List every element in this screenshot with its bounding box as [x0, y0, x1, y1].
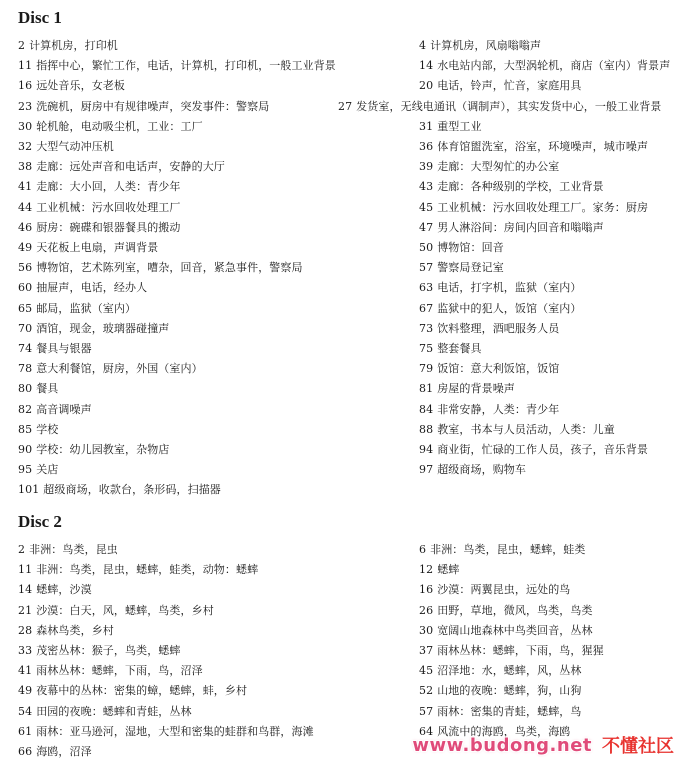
track-description: 电话，铃声，忙音，家庭用具 [437, 79, 582, 93]
track-entry-right [419, 622, 593, 640]
track-description: 茂密丛林：猴子，鸟类，蟋蟀 [36, 644, 181, 657]
track-entry-right [419, 602, 593, 620]
track-description: 非洲：鸟类，昆虫，蟋蟀，蛙类 [430, 543, 586, 556]
track-entry-left [18, 239, 158, 257]
track-description: 房屋的背景噪声 [437, 382, 515, 396]
track-number: 64 [419, 724, 434, 738]
track-entry-right [419, 259, 504, 277]
track-description: 指挥中心，繁忙工作，电话，计算机，打印机，一般工业背景 [36, 59, 336, 73]
track-entry-left [18, 158, 225, 176]
track-description: 沙漠：白天，风，蟋蟀，鸟类，乡村 [36, 603, 214, 617]
track-entry-left [18, 77, 125, 95]
track-number: 88 [419, 422, 434, 436]
track-description: 雨林丛林：蟋蟀，下雨，鸟，沼泽 [36, 664, 203, 678]
track-row [0, 461, 680, 481]
track-description: 非常安静，人类：青少年 [437, 402, 560, 416]
track-description: 监狱中的犯人，饭馆（室内） [437, 301, 582, 315]
track-number: 79 [419, 362, 434, 376]
track-number: 94 [419, 443, 434, 456]
track-description: 蟋蟀 [437, 563, 460, 577]
track-number: 23 [18, 99, 33, 113]
track-description: 田园的夜晚：蟋蟀和青蛙，丛林 [36, 704, 192, 718]
track-description: 雨林：亚马逊河，湿地，大型和密集的蛙群和鸟群，海滩 [36, 724, 314, 738]
track-row [0, 138, 680, 158]
track-number: 80 [18, 382, 33, 396]
track-description: 邮局，监狱（室内） [36, 301, 137, 315]
track-entry-right [419, 581, 570, 599]
track-number: 74 [18, 342, 33, 355]
track-number: 66 [18, 745, 33, 758]
track-number: 97 [419, 463, 434, 477]
track-description: 森林鸟类，乡村 [36, 623, 114, 637]
track-entry-left [18, 642, 181, 660]
track-number: 38 [18, 160, 33, 174]
track-row [0, 421, 680, 441]
track-row [0, 219, 680, 239]
track-description: 走廊：远处声音和电话声，安静的大厅 [36, 160, 225, 174]
track-entry-left [18, 682, 247, 700]
track-entry-right [419, 219, 604, 237]
track-number: 90 [18, 443, 33, 456]
track-number: 12 [419, 563, 434, 577]
track-entry-left [18, 199, 181, 217]
track-number: 37 [419, 644, 434, 657]
track-description: 教室，书本与人员活动，人类：儿童 [437, 422, 615, 436]
watermark-name: 不懂社区 [602, 736, 674, 757]
track-number: 67 [419, 301, 434, 315]
track-number: 84 [419, 402, 434, 416]
track-entry-left [18, 340, 92, 358]
watermark [412, 732, 674, 758]
track-description: 电话，打字机，监狱（室内） [437, 281, 582, 295]
track-description: 走廊：各种级别的学校，工业背景 [437, 180, 604, 194]
track-description: 男人淋浴间：房间内回音和嗡嗡声 [437, 220, 604, 234]
track-description: 博物馆，艺术陈列室，嘈杂，回音，紧急事件，警察局 [36, 261, 303, 275]
track-entry-right [419, 57, 670, 75]
track-number: 45 [419, 664, 434, 678]
track-description: 意大利餐馆，厨房，外国（室内） [36, 362, 203, 376]
track-row [0, 441, 680, 461]
track-description: 超级商场，购物车 [437, 463, 527, 477]
track-number: 56 [18, 261, 33, 275]
track-number: 33 [18, 644, 33, 657]
track-number: 101 [18, 483, 40, 497]
track-number: 45 [419, 200, 434, 214]
track-row [0, 401, 680, 421]
track-description: 抽屉声，电话，经办人 [36, 281, 148, 295]
track-description: 工业机械：污水回收处理工厂。家务：厨房 [437, 200, 649, 214]
track-number: 2 [18, 39, 26, 52]
track-description: 餐具 [36, 382, 59, 396]
track-number: 32 [18, 140, 33, 153]
track-description: 山地的夜晚：蟋蟀，狗，山狗 [437, 684, 582, 698]
track-entry-right [419, 178, 604, 196]
track-description: 厨房：碗碟和银器餐具的搬动 [36, 220, 181, 234]
track-row [0, 77, 680, 97]
track-entry-left [18, 380, 58, 398]
disc-2-title: Disc 2 [18, 512, 62, 531]
track-row [0, 541, 680, 561]
track-entry-right [419, 703, 582, 721]
track-number: 81 [419, 382, 434, 396]
track-entry-right [419, 561, 459, 579]
track-number: 57 [419, 261, 434, 275]
track-entry-right [419, 239, 504, 257]
track-number: 46 [18, 220, 33, 234]
track-entry-right [419, 37, 541, 55]
track-row [0, 602, 680, 622]
track-number: 30 [18, 119, 33, 133]
track-entry-right [419, 118, 482, 136]
track-description: 洗碗机，厨房中有规律噪声，突发事件：警察局 [36, 99, 270, 113]
track-row [0, 481, 680, 501]
track-description: 走廊：大型匆忙的办公室 [437, 160, 560, 174]
track-row [0, 682, 680, 702]
track-number: 57 [419, 704, 434, 718]
track-description: 蟋蟀，沙漠 [36, 583, 92, 597]
track-entry-right [419, 300, 582, 318]
track-description: 发货室，无线电通讯（调制声），其实发货中心，一般工业背景 [356, 99, 662, 113]
track-entry-left [18, 259, 303, 277]
track-description: 天花板上电扇，声调背景 [36, 241, 159, 254]
track-description: 远处音乐，女老板 [36, 79, 126, 93]
track-row [0, 98, 680, 118]
track-number: 6 [419, 543, 427, 556]
track-description: 雨林丛林：蟋蟀，下雨，鸟，猩猩 [437, 644, 604, 657]
track-entry-left [18, 98, 269, 116]
track-entry-left [18, 723, 314, 741]
track-number: 54 [18, 704, 33, 718]
track-entry-left [18, 662, 203, 680]
track-row [0, 642, 680, 662]
track-description: 计算机房，打印机 [29, 39, 118, 52]
track-entry-left [18, 57, 336, 75]
track-description: 整套餐具 [437, 342, 482, 355]
track-number: 27 [338, 99, 353, 113]
track-description: 学校：幼儿园教室，杂物店 [36, 443, 170, 456]
track-row [0, 239, 680, 259]
track-entry-left [18, 441, 169, 459]
track-number: 61 [18, 724, 33, 738]
track-number: 95 [18, 463, 33, 477]
track-entry-right [419, 380, 515, 398]
track-description: 体育馆盥洗室，浴室，环境噪声，城市噪声 [437, 140, 649, 153]
track-description: 警察局登记室 [437, 261, 504, 275]
track-number: 21 [18, 603, 33, 617]
track-number: 16 [18, 79, 33, 93]
track-row [0, 300, 680, 320]
track-description: 工业机械：污水回收处理工厂 [36, 200, 181, 214]
track-number: 44 [18, 200, 33, 214]
track-number: 11 [18, 59, 33, 73]
track-number: 2 [18, 543, 26, 556]
track-entry-right [419, 441, 648, 459]
track-row [0, 279, 680, 299]
track-number: 60 [18, 281, 33, 295]
track-number: 31 [419, 119, 434, 133]
track-description: 水电站内部，大型涡轮机，商店（室内）背景声 [437, 59, 671, 73]
track-number: 82 [18, 402, 33, 416]
track-number: 36 [419, 140, 434, 153]
track-description: 雨林：密集的青蛙，蟋蟀，鸟 [437, 704, 582, 718]
track-entry-left [18, 481, 221, 499]
track-description: 夜幕中的丛林：密集的蟑，蟋蟀，蚌，乡村 [36, 684, 248, 698]
track-entry-right [419, 541, 586, 559]
track-description: 餐具与银器 [36, 342, 92, 355]
track-entry-right [419, 320, 559, 338]
track-number: 14 [18, 583, 33, 597]
track-entry-left [18, 703, 192, 721]
track-description: 重型工业 [437, 119, 482, 133]
track-description: 走廊：大小回，人类：青少年 [36, 180, 181, 194]
track-row [0, 662, 680, 682]
track-entry-right [419, 421, 615, 439]
track-number: 43 [419, 180, 434, 194]
track-entry-right [419, 158, 559, 176]
track-number: 41 [18, 664, 33, 678]
track-row [0, 622, 680, 642]
track-row [0, 360, 680, 380]
track-row [0, 199, 680, 219]
track-entry-left [18, 541, 118, 559]
track-description: 关店 [36, 463, 59, 477]
track-row [0, 158, 680, 178]
track-row [0, 703, 680, 723]
track-number: 73 [419, 321, 434, 335]
track-number: 49 [18, 241, 33, 254]
track-row [0, 259, 680, 279]
track-entry-left [18, 622, 114, 640]
track-entry-left [18, 581, 92, 599]
track-entry-left [18, 743, 92, 761]
track-row [0, 561, 680, 581]
track-description: 高音调噪声 [36, 402, 92, 416]
track-number: 52 [419, 684, 434, 698]
track-entry-left [18, 219, 181, 237]
track-entry-right [419, 279, 582, 297]
track-number: 70 [18, 321, 33, 335]
track-description: 沙漠：两翼昆虫，远处的鸟 [437, 583, 571, 597]
track-description: 非洲：鸟类，昆虫 [29, 543, 118, 556]
track-description: 风流中的海鸥，鸟类，海鸥 [437, 724, 571, 738]
track-entry-right [419, 360, 559, 378]
track-entry-left [18, 360, 203, 378]
track-description: 海鸥，沼泽 [36, 745, 92, 758]
track-entry-right [419, 642, 604, 660]
track-description: 博物馆：回音 [437, 241, 504, 254]
track-entry-right [419, 138, 648, 156]
track-entry-left [18, 37, 118, 55]
track-number: 63 [419, 281, 434, 295]
track-entry-left [18, 421, 58, 439]
track-entry-right [419, 682, 582, 700]
track-entry-right [419, 401, 559, 419]
track-number: 11 [18, 563, 33, 577]
track-entry-left [18, 300, 136, 318]
track-row [0, 320, 680, 340]
track-entry-right [419, 340, 482, 358]
track-entry-left [18, 602, 214, 620]
track-number: 26 [419, 603, 434, 617]
disc-1-title: Disc 1 [18, 8, 62, 27]
track-entry-left [18, 320, 169, 338]
track-number: 16 [419, 583, 434, 597]
track-number: 47 [419, 220, 434, 234]
track-entry-left [18, 279, 147, 297]
track-description: 宽阔山地森林中鸟类回音，丛林 [437, 623, 593, 637]
track-number: 41 [18, 180, 33, 194]
track-number: 20 [419, 79, 434, 93]
track-entry-right [419, 662, 582, 680]
track-row [0, 37, 680, 57]
watermark-site: www.budong.net [412, 734, 592, 756]
track-description: 非洲：鸟类，昆虫，蟋蟀，蛙类，动物：蟋蟀 [36, 563, 259, 577]
track-description: 大型气动冲压机 [36, 140, 114, 153]
track-number: 49 [18, 684, 33, 698]
track-entry-left [18, 178, 181, 196]
track-description: 田野，草地，微风，鸟类，鸟类 [437, 603, 593, 617]
track-description: 饮料整理，酒吧服务人员 [437, 321, 560, 335]
track-entry-right [419, 199, 648, 217]
track-description: 超级商场，收款台，条形码，扫描器 [43, 483, 221, 497]
track-entry-left [18, 118, 203, 136]
track-entry-right [338, 98, 662, 116]
track-entry-right [419, 77, 582, 95]
track-entry-left [18, 138, 114, 156]
track-entry-right [419, 461, 526, 479]
track-description: 学校 [36, 422, 59, 436]
track-description: 轮机舱，电动吸尘机，工业：工厂 [36, 119, 203, 133]
track-entry-left [18, 401, 92, 419]
track-number: 39 [419, 160, 434, 174]
track-entry-left [18, 461, 58, 479]
track-row [0, 57, 680, 77]
track-number: 85 [18, 422, 33, 436]
track-entry-left [18, 561, 258, 579]
track-row [0, 178, 680, 198]
track-description: 酒馆，现金，玻璃器碰撞声 [36, 321, 170, 335]
track-row [0, 340, 680, 360]
track-description: 饭馆：意大利饭馆，饭馆 [437, 362, 560, 376]
track-row [0, 581, 680, 601]
track-description: 商业街，忙碌的工作人员，孩子，音乐背景 [437, 443, 649, 456]
track-row [0, 380, 680, 400]
track-number: 4 [419, 39, 427, 52]
track-number: 14 [419, 59, 434, 73]
track-number: 50 [419, 241, 434, 254]
track-description: 计算机房，风扇嗡嗡声 [430, 39, 542, 52]
track-number: 78 [18, 362, 33, 376]
track-row [0, 118, 680, 138]
track-description: 沼泽地：水，蟋蟀，风，丛林 [437, 664, 582, 678]
track-number: 65 [18, 301, 33, 315]
track-number: 75 [419, 342, 434, 355]
track-number: 28 [18, 623, 33, 637]
track-number: 30 [419, 623, 434, 637]
